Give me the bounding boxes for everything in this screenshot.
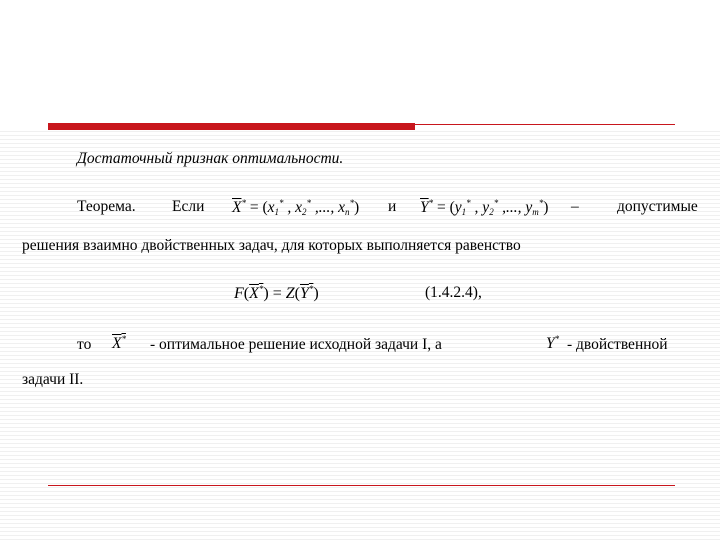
bottom-red-line: [48, 485, 675, 486]
theorem-label: Теорема.: [77, 198, 136, 215]
equation-number: (1.4.2.4),: [425, 284, 482, 301]
formula-x-star: $\overline{X}^* = (x_1^*$ , $x_2^*$ ,..., $x_n^*$): [232, 198, 360, 217]
equality-formula: F(X*) = Z(Y*): [234, 284, 319, 302]
optimal-solution-text: - оптимальное решение исходной задачи I, а: [150, 336, 442, 353]
top-red-bar: [48, 123, 415, 130]
if-word: Если: [172, 198, 205, 215]
dash: –: [571, 198, 579, 215]
striped-background: [0, 128, 720, 540]
section-heading: Достаточный признак оптимальности.: [77, 150, 344, 167]
dual-text: - двойственной: [567, 336, 668, 353]
theorem-line-4-text: задачи II.: [22, 371, 84, 388]
then-word: то: [77, 336, 92, 353]
theorem-line-2-text: решения взаимно двойственных задач, для которых выполняется равенство: [22, 237, 521, 254]
admissible-word: допустимые: [617, 198, 698, 215]
inline-y-star: Y*: [546, 334, 560, 352]
top-red-line: [415, 124, 675, 125]
formula-y-star: $\overline{Y}^* = (y_1^*$ , $y_2^*$ ,..., $y_m^*$): [420, 198, 549, 217]
and-word: и: [388, 198, 397, 215]
inline-x-star: X*: [112, 334, 126, 352]
